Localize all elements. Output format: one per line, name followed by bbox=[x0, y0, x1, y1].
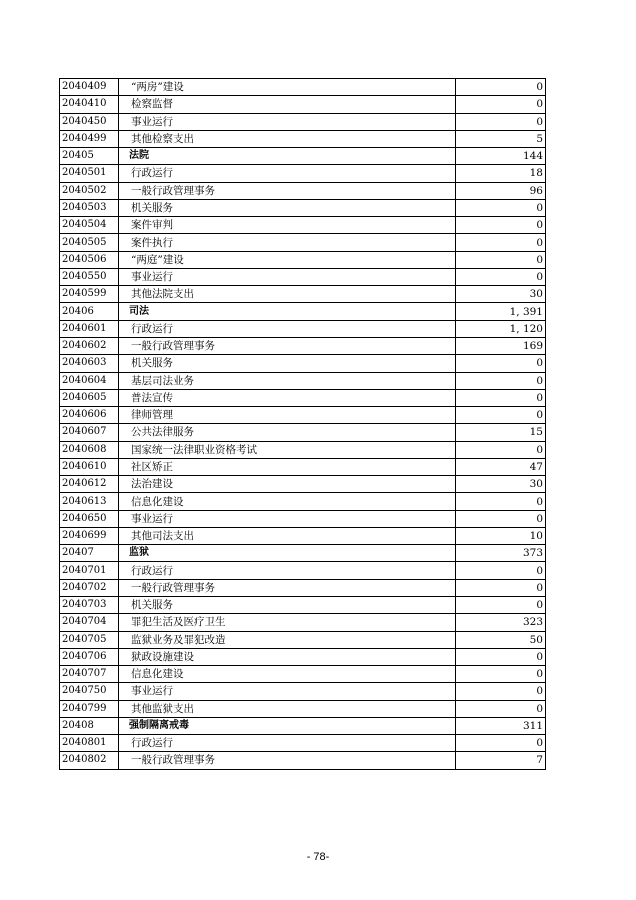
subject-code-cell: 2040706 bbox=[60, 648, 119, 665]
amount-cell: 30 bbox=[456, 476, 546, 493]
table-row bbox=[60, 614, 546, 631]
subject-code-cell: 2040704 bbox=[60, 614, 119, 631]
table-row bbox=[60, 476, 546, 493]
page-number: - 78- bbox=[306, 851, 330, 863]
subject-code-cell: 20407 bbox=[60, 545, 119, 562]
amount-cell: 0 bbox=[456, 372, 546, 389]
budget-table bbox=[59, 78, 546, 770]
amount-cell: 0 bbox=[456, 666, 546, 683]
table-body bbox=[60, 79, 546, 770]
table-row bbox=[60, 631, 546, 648]
subject-code-cell: 20405 bbox=[60, 148, 119, 165]
amount-cell: 0 bbox=[456, 79, 546, 96]
amount-cell: 0 bbox=[456, 251, 546, 268]
table-row bbox=[60, 596, 546, 613]
amount-cell: 0 bbox=[456, 389, 546, 406]
table-row bbox=[60, 355, 546, 372]
amount-cell: 0 bbox=[456, 735, 546, 752]
amount-cell: 0 bbox=[456, 113, 546, 130]
amount-cell: 0 bbox=[456, 234, 546, 251]
table-row bbox=[60, 251, 546, 268]
subject-name-cell: 事业运行 bbox=[119, 683, 456, 700]
subject-code-cell: 2040501 bbox=[60, 165, 119, 182]
subject-name-cell: 其他检察支出 bbox=[119, 130, 456, 147]
subject-code-cell: 2040450 bbox=[60, 113, 119, 130]
subject-name-cell: 社区矫正 bbox=[119, 458, 456, 475]
subject-code-cell: 2040506 bbox=[60, 251, 119, 268]
table-row bbox=[60, 79, 546, 96]
amount-cell: 0 bbox=[456, 96, 546, 113]
subject-name-cell: 事业运行 bbox=[119, 510, 456, 527]
amount-cell: 15 bbox=[456, 424, 546, 441]
table-row bbox=[60, 286, 546, 303]
subject-code-cell: 2040801 bbox=[60, 735, 119, 752]
table-row bbox=[60, 337, 546, 354]
table-row bbox=[60, 648, 546, 665]
amount-cell: 0 bbox=[456, 199, 546, 216]
table-row bbox=[60, 320, 546, 337]
amount-cell: 373 bbox=[456, 545, 546, 562]
amount-cell: 169 bbox=[456, 337, 546, 354]
amount-cell: 10 bbox=[456, 527, 546, 544]
table-row bbox=[60, 389, 546, 406]
table-row bbox=[60, 217, 546, 234]
subject-name-cell: 国家统一法律职业资格考试 bbox=[119, 441, 456, 458]
table-row bbox=[60, 700, 546, 717]
subject-code-cell: 2040502 bbox=[60, 182, 119, 199]
subject-name-cell: 律师管理 bbox=[119, 407, 456, 424]
subject-code-cell: 2040499 bbox=[60, 130, 119, 147]
subject-name-cell: 检察监督 bbox=[119, 96, 456, 113]
table-row bbox=[60, 510, 546, 527]
amount-cell: 5 bbox=[456, 130, 546, 147]
category-name-cell: 司法 bbox=[119, 303, 456, 320]
subject-name-cell: 公共法律服务 bbox=[119, 424, 456, 441]
table-row bbox=[60, 683, 546, 700]
subject-name-cell: 基层司法业务 bbox=[119, 372, 456, 389]
amount-cell: 0 bbox=[456, 562, 546, 579]
subject-code-cell: 2040612 bbox=[60, 476, 119, 493]
amount-cell: 323 bbox=[456, 614, 546, 631]
subject-code-cell: 2040606 bbox=[60, 407, 119, 424]
amount-cell: 0 bbox=[456, 510, 546, 527]
subject-code-cell: 2040703 bbox=[60, 596, 119, 613]
subject-name-cell: 机关服务 bbox=[119, 596, 456, 613]
subject-code-cell: 2040750 bbox=[60, 683, 119, 700]
table-category-row bbox=[60, 717, 546, 734]
subject-name-cell: 案件执行 bbox=[119, 234, 456, 251]
table-row bbox=[60, 579, 546, 596]
subject-code-cell: 2040613 bbox=[60, 493, 119, 510]
table-row bbox=[60, 752, 546, 769]
table-row bbox=[60, 407, 546, 424]
subject-code-cell: 2040802 bbox=[60, 752, 119, 769]
subject-name-cell: 一般行政管理事务 bbox=[119, 337, 456, 354]
amount-cell: 0 bbox=[456, 700, 546, 717]
amount-cell: 0 bbox=[456, 493, 546, 510]
subject-code-cell: 2040699 bbox=[60, 527, 119, 544]
subject-name-cell: 其他法院支出 bbox=[119, 286, 456, 303]
subject-name-cell: 行政运行 bbox=[119, 562, 456, 579]
table-row bbox=[60, 527, 546, 544]
subject-name-cell: 机关服务 bbox=[119, 355, 456, 372]
amount-cell: 18 bbox=[456, 165, 546, 182]
amount-cell: 1, 391 bbox=[456, 303, 546, 320]
subject-code-cell: 20406 bbox=[60, 303, 119, 320]
subject-name-cell: 事业运行 bbox=[119, 268, 456, 285]
subject-name-cell: 行政运行 bbox=[119, 165, 456, 182]
subject-code-cell: 2040602 bbox=[60, 337, 119, 354]
subject-name-cell: 信息化建设 bbox=[119, 493, 456, 510]
subject-name-cell: 一般行政管理事务 bbox=[119, 752, 456, 769]
subject-name-cell: 其他监狱支出 bbox=[119, 700, 456, 717]
category-name-cell: 监狱 bbox=[119, 545, 456, 562]
table-row bbox=[60, 424, 546, 441]
amount-cell: 0 bbox=[456, 217, 546, 234]
subject-code-cell: 2040409 bbox=[60, 79, 119, 96]
amount-cell: 96 bbox=[456, 182, 546, 199]
table-row bbox=[60, 234, 546, 251]
table-row bbox=[60, 130, 546, 147]
subject-code-cell: 2040604 bbox=[60, 372, 119, 389]
table-row bbox=[60, 96, 546, 113]
subject-code-cell: 20408 bbox=[60, 717, 119, 734]
table-row bbox=[60, 666, 546, 683]
table-row bbox=[60, 735, 546, 752]
amount-cell: 47 bbox=[456, 458, 546, 475]
subject-name-cell: 行政运行 bbox=[119, 320, 456, 337]
category-name-cell: 强制隔离戒毒 bbox=[119, 717, 456, 734]
table-row bbox=[60, 268, 546, 285]
subject-name-cell: “两房”建设 bbox=[119, 79, 456, 96]
subject-code-cell: 2040410 bbox=[60, 96, 119, 113]
table-row bbox=[60, 199, 546, 216]
table-row bbox=[60, 458, 546, 475]
amount-cell: 50 bbox=[456, 631, 546, 648]
subject-code-cell: 2040505 bbox=[60, 234, 119, 251]
amount-cell: 7 bbox=[456, 752, 546, 769]
table-row bbox=[60, 182, 546, 199]
subject-code-cell: 2040701 bbox=[60, 562, 119, 579]
subject-code-cell: 2040550 bbox=[60, 268, 119, 285]
subject-name-cell: “两庭”建设 bbox=[119, 251, 456, 268]
amount-cell: 144 bbox=[456, 148, 546, 165]
subject-code-cell: 2040603 bbox=[60, 355, 119, 372]
subject-name-cell: 监狱业务及罪犯改造 bbox=[119, 631, 456, 648]
category-name-cell: 法院 bbox=[119, 148, 456, 165]
amount-cell: 0 bbox=[456, 441, 546, 458]
subject-name-cell: 机关服务 bbox=[119, 199, 456, 216]
amount-cell: 0 bbox=[456, 683, 546, 700]
subject-code-cell: 2040799 bbox=[60, 700, 119, 717]
subject-name-cell: 案件审判 bbox=[119, 217, 456, 234]
table-row bbox=[60, 372, 546, 389]
subject-name-cell: 其他司法支出 bbox=[119, 527, 456, 544]
subject-code-cell: 2040650 bbox=[60, 510, 119, 527]
amount-cell: 30 bbox=[456, 286, 546, 303]
amount-cell: 0 bbox=[456, 648, 546, 665]
subject-name-cell: 事业运行 bbox=[119, 113, 456, 130]
subject-code-cell: 2040705 bbox=[60, 631, 119, 648]
subject-code-cell: 2040504 bbox=[60, 217, 119, 234]
subject-name-cell: 普法宣传 bbox=[119, 389, 456, 406]
table-row bbox=[60, 113, 546, 130]
subject-name-cell: 一般行政管理事务 bbox=[119, 182, 456, 199]
table-row bbox=[60, 493, 546, 510]
subject-name-cell: 信息化建设 bbox=[119, 666, 456, 683]
subject-code-cell: 2040601 bbox=[60, 320, 119, 337]
subject-name-cell: 法治建设 bbox=[119, 476, 456, 493]
subject-code-cell: 2040608 bbox=[60, 441, 119, 458]
amount-cell: 0 bbox=[456, 355, 546, 372]
table-category-row bbox=[60, 148, 546, 165]
subject-code-cell: 2040503 bbox=[60, 199, 119, 216]
subject-code-cell: 2040605 bbox=[60, 389, 119, 406]
amount-cell: 0 bbox=[456, 268, 546, 285]
subject-code-cell: 2040610 bbox=[60, 458, 119, 475]
amount-cell: 1, 120 bbox=[456, 320, 546, 337]
subject-name-cell: 狱政设施建设 bbox=[119, 648, 456, 665]
subject-name-cell: 罪犯生活及医疗卫生 bbox=[119, 614, 456, 631]
table-category-row bbox=[60, 545, 546, 562]
table-row bbox=[60, 441, 546, 458]
subject-code-cell: 2040707 bbox=[60, 666, 119, 683]
amount-cell: 311 bbox=[456, 717, 546, 734]
subject-name-cell: 一般行政管理事务 bbox=[119, 579, 456, 596]
table-row bbox=[60, 165, 546, 182]
subject-code-cell: 2040702 bbox=[60, 579, 119, 596]
table-category-row bbox=[60, 303, 546, 320]
subject-name-cell: 行政运行 bbox=[119, 735, 456, 752]
amount-cell: 0 bbox=[456, 579, 546, 596]
amount-cell: 0 bbox=[456, 407, 546, 424]
subject-code-cell: 2040607 bbox=[60, 424, 119, 441]
subject-code-cell: 2040599 bbox=[60, 286, 119, 303]
amount-cell: 0 bbox=[456, 596, 546, 613]
table-row bbox=[60, 562, 546, 579]
